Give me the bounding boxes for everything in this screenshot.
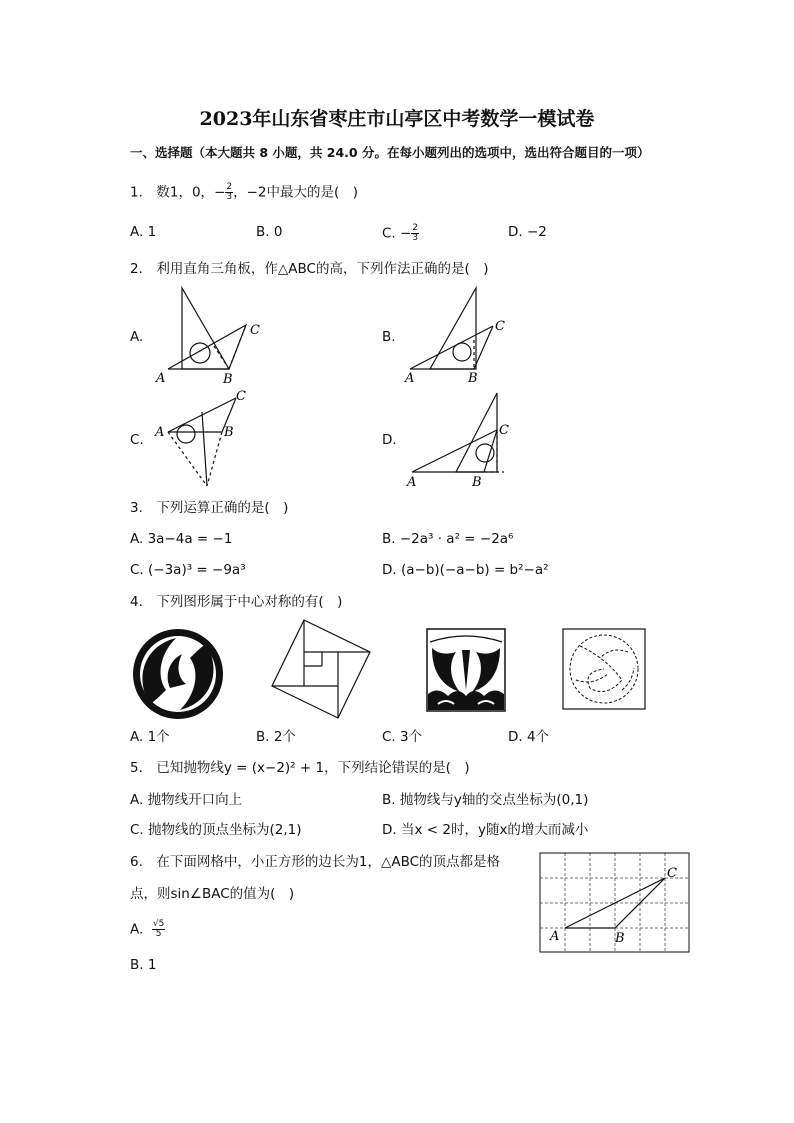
q3-option-b[interactable]: B. −2a³ · a² = −2a⁶: [382, 531, 514, 547]
q4-figure-1: [130, 626, 230, 726]
q2a-label-B: B: [223, 372, 233, 387]
q2-option-d-label[interactable]: D.: [382, 432, 397, 448]
q1-stem: 1. 数1，0，− $\frac{2}{3}$ ，−2中最大的是( ): [130, 182, 359, 202]
q4-option-d[interactable]: D. 4个: [508, 729, 550, 745]
q1-stem-part1: 1. 数1，0，: [130, 184, 215, 201]
q5-option-d[interactable]: D. 当x < 2时，y随x的增大而减小: [382, 822, 589, 838]
exam-title: 2023年山东省枣庄市山亭区中考数学一模试卷: [199, 108, 595, 130]
q2-option-c-label[interactable]: C.: [130, 432, 144, 448]
q2c-label-B: B: [224, 425, 234, 440]
q2c-label-C: C: [236, 389, 246, 404]
q6-label-B: B: [615, 931, 625, 946]
q4-option-c[interactable]: C. 3个: [382, 729, 423, 745]
q6-grid-figure: [540, 853, 690, 953]
q3-option-a[interactable]: A. 3a−4a = −1: [130, 531, 233, 547]
q6-stem-line1: 6. 在下面网格中，小正方形的边长为1，△ABC的顶点都是格: [130, 854, 501, 870]
q6-stem-line2: 点，则sin∠BAC的值为( ): [130, 886, 295, 902]
q5-option-a[interactable]: A. 抛物线开口向上: [130, 792, 243, 808]
q3-stem: 3. 下列运算正确的是( ): [130, 500, 289, 516]
q4-figure-3: [426, 628, 506, 712]
q2d-label-B: B: [472, 475, 482, 490]
q5-stem: 5. 已知抛物线y = (x−2)² + 1，下列结论错误的是( ): [130, 760, 470, 776]
q2-option-b-label[interactable]: B.: [382, 329, 396, 345]
q5-option-b[interactable]: B. 抛物线与y轴的交点坐标为(0,1): [382, 792, 589, 808]
q2d-label-C: C: [499, 423, 509, 438]
q1-option-a[interactable]: A. 1: [130, 224, 157, 240]
q1-option-d[interactable]: D. −2: [508, 224, 547, 240]
q3-option-c[interactable]: C. (−3a)³ = −9a³: [130, 562, 246, 578]
q1-stem-part2: ，−2中最大的是( ): [233, 184, 359, 201]
section-heading: 一、选择题（本大题共 8 小题，共 24.0 分。在每小题列出的选项中，选出符合题目的一项）: [130, 145, 650, 160]
q2-stem: 2. 利用直角三角板，作△ABC的高，下列作法正确的是( ): [130, 261, 489, 277]
q2-figure-c: [150, 385, 260, 490]
q1-option-b[interactable]: B. 0: [256, 224, 283, 240]
q2-figure-d: [400, 385, 520, 490]
q6-label-A: A: [550, 929, 560, 944]
q3-option-d[interactable]: D. (a−b)(−a−b) = b²−a²: [382, 562, 549, 578]
q4-option-b[interactable]: B. 2个: [256, 729, 296, 745]
q2a-label-C: C: [250, 323, 260, 338]
q2-figure-b: [400, 285, 520, 385]
q5-option-c[interactable]: C. 抛物线的顶点坐标为(2,1): [130, 822, 302, 838]
q2-figure-a: [150, 285, 270, 385]
q2b-label-B: B: [468, 371, 478, 386]
q2b-label-A: A: [405, 371, 415, 386]
q2d-label-A: A: [407, 475, 417, 490]
q2c-label-A: A: [155, 425, 165, 440]
q2b-label-C: C: [495, 319, 505, 334]
q6-option-b[interactable]: B. 1: [130, 957, 157, 973]
q1-fraction: $\frac{2}{3}$: [226, 182, 233, 202]
q4-figure-4: [562, 628, 646, 710]
q2a-label-A: A: [156, 371, 166, 386]
q1-option-c[interactable]: C. − $\frac{2}{3}$: [382, 223, 419, 243]
q4-stem: 4. 下列图形属于中心对称的有( ): [130, 594, 343, 610]
q4-option-a[interactable]: A. 1个: [130, 729, 170, 745]
q2-option-a-label[interactable]: A.: [130, 329, 144, 345]
q4-figure-2: [270, 618, 374, 722]
q6-option-a[interactable]: A. $\frac{√5}{5}$: [130, 919, 165, 939]
q6-label-C: C: [667, 866, 677, 881]
